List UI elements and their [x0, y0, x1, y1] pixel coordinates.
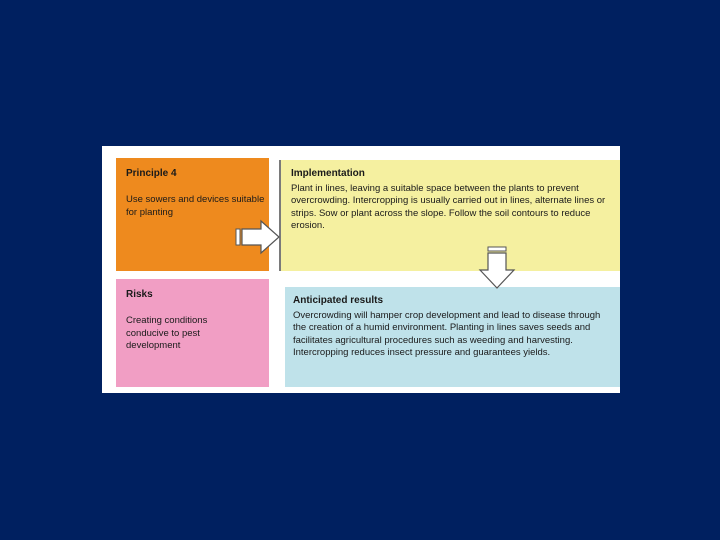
implementation-box	[279, 160, 620, 271]
results-box	[285, 287, 620, 387]
results-title: Anticipated results	[293, 295, 384, 306]
right-arrow-icon	[235, 219, 281, 255]
risks-box	[116, 279, 269, 387]
implementation-text: Plant in lines, leaving a suitable space between the plants to prevent overcrowding. Intercropping is usually carried out in lines, alternate lines or strips. Sow or plant across the slope. Follow the soil contours to reduce erosion.	[291, 183, 606, 231]
implementation-title: Implementation	[291, 168, 365, 179]
risks-text: Creating conditions conducive to pest development	[126, 315, 208, 351]
principle-title: Principle 4	[126, 168, 177, 179]
down-arrow-icon	[478, 246, 516, 290]
principle-text: Use sowers and devices suitable for planting	[126, 194, 265, 218]
results-text: Overcrowding will hamper crop development and lead to disease through the creation of a humid environment. Planting in lines saves seeds and facilitates agricultural procedures such as weeding and harvesting. Intercropping reduces insect pressure and guarantees yields.	[293, 310, 601, 358]
risks-title: Risks	[126, 289, 153, 300]
principle-diagram	[102, 146, 620, 393]
